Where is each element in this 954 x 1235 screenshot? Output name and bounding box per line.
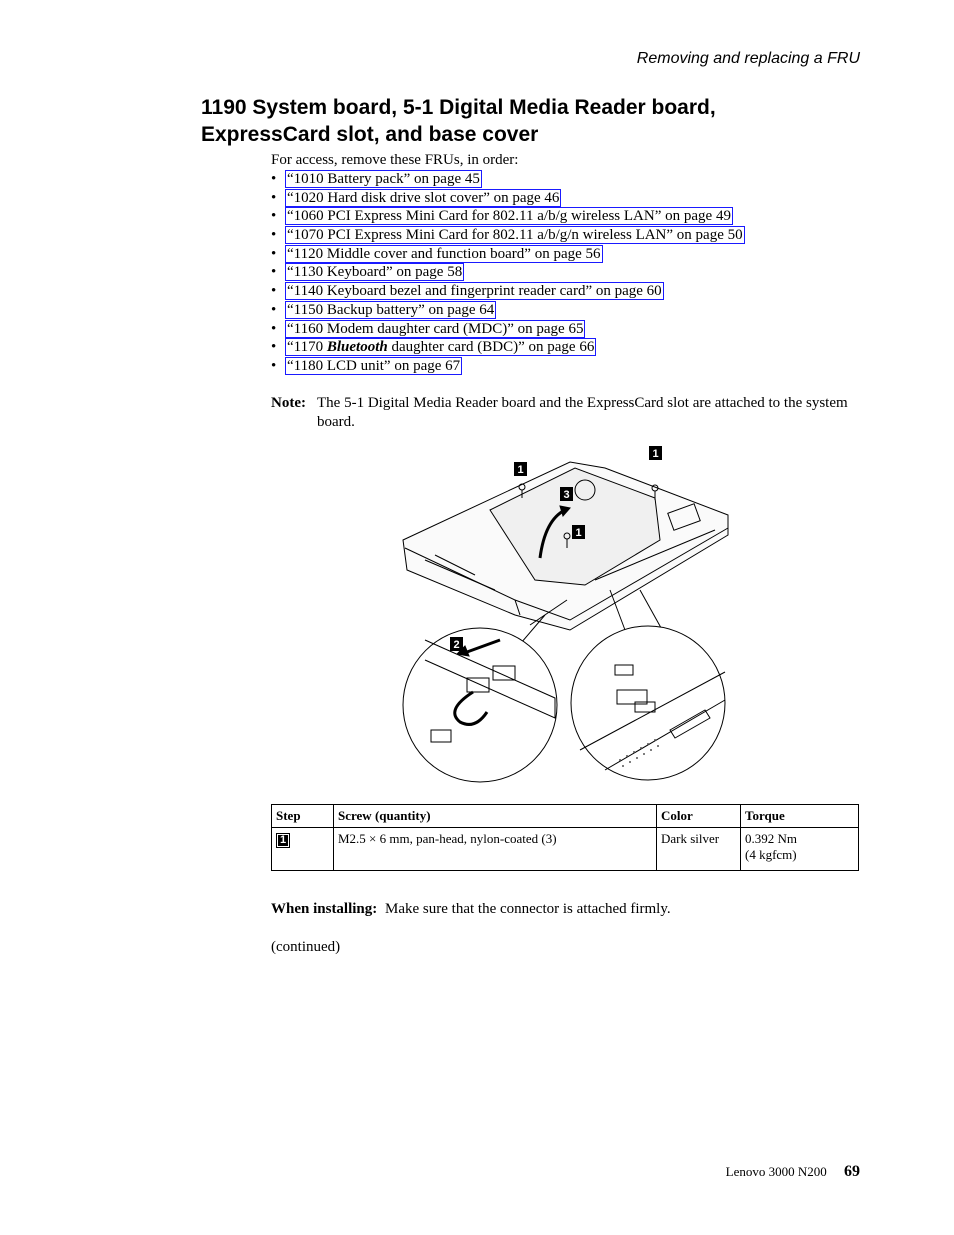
torque-value-alt: (4 kgfcm): [745, 847, 797, 862]
bullet: •: [271, 227, 277, 244]
fru-link[interactable]: “1120 Middle cover and function board” on page 56: [287, 245, 601, 262]
svg-text:1: 1: [652, 448, 659, 460]
list-item: [271, 357, 745, 376]
fru-list: [271, 170, 745, 376]
running-header: Removing and replacing a FRU: [636, 50, 860, 67]
bullet: •: [271, 339, 277, 356]
fru-link[interactable]: “1180 LCD unit” on page 67: [287, 357, 461, 374]
list-item: [271, 338, 745, 357]
callout-2: [450, 637, 463, 651]
link-text-pre: “1170: [287, 339, 327, 356]
list-item: [271, 282, 745, 301]
note-label: Note:: [271, 395, 306, 411]
bullet: •: [271, 264, 277, 281]
fru-link[interactable]: “1130 Keyboard” on page 58: [287, 264, 463, 281]
table-row: [272, 828, 859, 871]
svg-text:1: 1: [517, 464, 524, 476]
note-text: The 5-1 Digital Media Reader board and the ExpressCard slot are attached to the system board.: [317, 395, 848, 430]
continued-text: (continued): [271, 939, 341, 955]
list-item: [271, 320, 745, 339]
torque-value: 0.392 Nm: [745, 831, 797, 846]
svg-text:2: 2: [453, 639, 460, 651]
fru-link[interactable]: “1160 Modem daughter card (MDC)” on page 65: [287, 320, 584, 337]
header-screw: Screw (quantity): [334, 805, 657, 828]
fru-link[interactable]: “1010 Battery pack” on page 45: [287, 171, 480, 187]
section-title: 1190 System board, 5-1 Digital Media Reader board, ExpressCard slot, and base cover: [201, 96, 716, 146]
installing-text: Make sure that the connector is attached firmly.: [385, 901, 671, 917]
bullet: •: [271, 208, 277, 225]
svg-text:3: 3: [563, 489, 570, 501]
table-header-row: [272, 805, 859, 828]
step-badge: 1: [276, 833, 290, 848]
cell-screw: M2.5 × 6 mm, pan-head, nylon-coated (3): [334, 828, 657, 871]
footer-product: Lenovo 3000 N200: [725, 1164, 827, 1179]
bullet: •: [271, 189, 277, 206]
fru-link[interactable]: “1150 Backup battery” on page 64: [287, 301, 495, 318]
fru-link[interactable]: “1060 PCI Express Mini Card for 802.11 a/b/g wireless LAN” on page 49: [287, 208, 731, 225]
fru-link[interactable]: “1070 PCI Express Mini Card for 802.11 a/b/g/n wireless LAN” on page 50: [287, 227, 743, 244]
bullet: •: [271, 171, 277, 187]
list-item: [271, 245, 745, 264]
bullet: •: [271, 357, 277, 374]
link-text-post: daughter card (BDC)” on page 66: [387, 339, 595, 356]
cell-color: Dark silver: [657, 828, 741, 871]
page-footer: [726, 1163, 860, 1181]
link-text-emphasis: Bluetooth: [326, 339, 388, 356]
installing-note: [271, 901, 671, 918]
installing-label: When installing:: [271, 901, 378, 917]
fru-link[interactable]: [285, 338, 596, 356]
cell-torque: [741, 828, 859, 871]
callout-1a: [514, 462, 527, 476]
intro-text: For access, remove these FRUs, in order:: [271, 152, 519, 168]
note: [271, 394, 851, 432]
bullet: •: [271, 245, 277, 262]
cell-step: [272, 828, 334, 871]
list-item: [271, 170, 745, 189]
list-item: [271, 226, 745, 245]
list-item: [271, 189, 745, 208]
fru-link[interactable]: “1020 Hard disk drive slot cover” on page 46: [287, 189, 560, 206]
header-torque: Torque: [741, 805, 859, 828]
fru-link[interactable]: “1140 Keyboard bezel and fingerprint reader card” on page 60: [287, 283, 662, 300]
page-number: 69: [844, 1163, 860, 1180]
list-item: [271, 207, 745, 226]
header-color: Color: [657, 805, 741, 828]
list-item: [271, 263, 745, 282]
bullet: •: [271, 283, 277, 300]
header-step: Step: [272, 805, 334, 828]
svg-text:1: 1: [575, 527, 582, 539]
system-board-removal-illustration: [395, 440, 740, 785]
callout-1b: [649, 446, 662, 460]
callout-3: [560, 487, 573, 501]
list-item: [271, 301, 745, 320]
bullet: •: [271, 301, 277, 318]
callout-1c: [572, 525, 585, 539]
screw-table: [271, 804, 859, 871]
bullet: •: [271, 320, 277, 337]
